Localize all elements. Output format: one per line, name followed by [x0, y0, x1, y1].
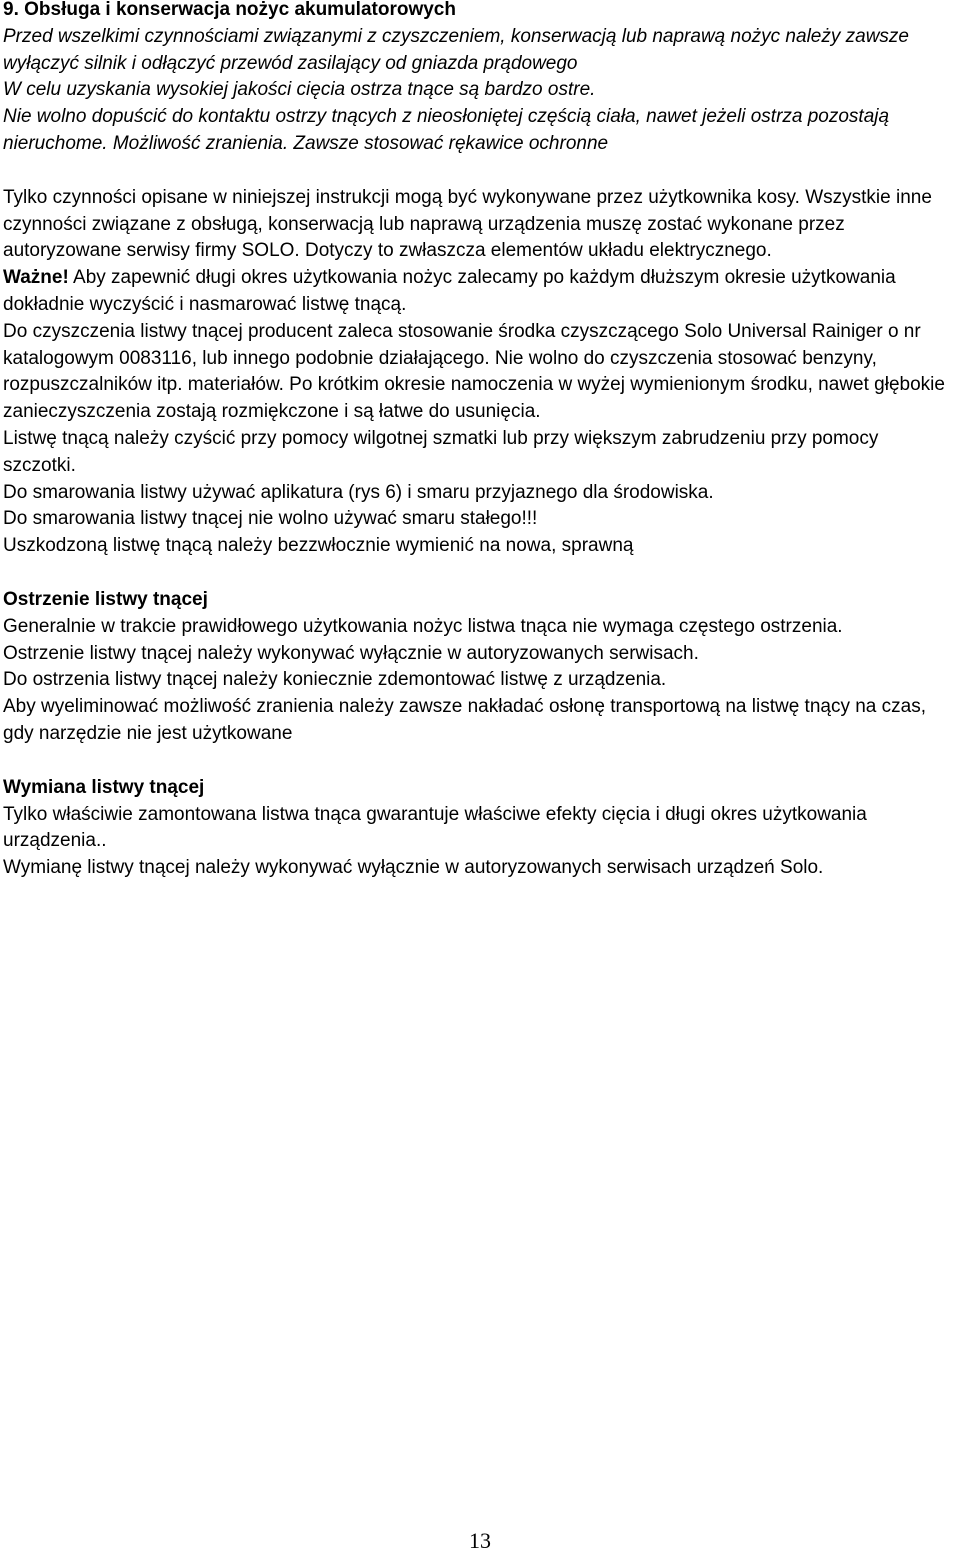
sharpening-title: Ostrzenie listwy tnącej	[3, 588, 208, 610]
sharpening-section	[3, 587, 955, 748]
warning-paragraph-contact: Nie wolno dopuścić do kontaktu ostrzy tnących z nieosłoniętej częścią ciała, nawet jeżeli ostrza pozostają nieruchome. Możliwość zranienia. Zawsze stosować rękawice ochronne	[3, 106, 890, 154]
sharpening-paragraph-3: Do ostrzenia listwy tnącej należy koniecznie zdemontować listwę z urządzenia.	[3, 669, 667, 691]
safety-warning	[3, 24, 955, 158]
replacement-paragraph-2: Wymianę listwy tnącej należy wykonywać wyłącznie w autoryzowanych serwisach urządzeń Solo.	[3, 857, 824, 879]
sharpening-paragraph-1: Generalnie w trakcie prawidłowego użytkowania nożyc listwa tnąca nie wymaga częstego ostrzenia.	[3, 615, 843, 637]
warning-paragraph-disconnect: Przed wszelkimi czynnościami związanymi z czyszczeniem, konserwacją lub naprawą nożyc należy zawsze wyłączyć silnik i odłączyć przewód zasilający od gniazda prądowego	[3, 25, 909, 74]
replacement-section	[3, 775, 955, 882]
paragraph-no-solid-grease: Do smarowania listwy tnącej nie wolno używać smaru stałego!!!	[3, 508, 538, 530]
important-text: Aby zapewnić długi okres użytkowania nożyc zalecamy po każdym dłuższym okresie użytkowania dokładnie wyczyścić i nasmarować listwę tnącą.	[3, 267, 896, 315]
spacer	[3, 158, 955, 185]
document-page	[3, 0, 955, 882]
sharpening-paragraph-2: Ostrzenie listwy tnącej należy wykonywać wyłącznie w autoryzowanych serwisach.	[3, 642, 699, 664]
warning-paragraph-sharp: W celu uzyskania wysokiej jakości cięcia ostrza tnące są bardzo ostre.	[3, 79, 596, 101]
replacement-title: Wymiana listwy tnącej	[3, 776, 205, 798]
spacer	[3, 748, 955, 775]
replacement-paragraph-1: Tylko właściwie zamontowana listwa tnąca gwarantuje właściwe efekty cięcia i długi okres użytkowania urządzenia..	[3, 803, 867, 852]
paragraph-cleaning-method: Listwę tnącą należy czyścić przy pomocy wilgotnej szmatki lub przy większym zabrudzeniu przy pomocy szczotki.	[3, 427, 879, 476]
paragraph-lubrication: Do smarowania listwy używać aplikatura (rys 6) i smaru przyjaznego dla środowiska.	[3, 481, 714, 503]
important-label: Ważne!	[3, 267, 69, 289]
sharpening-paragraph-4: Aby wyeliminować możliwość zranienia należy zawsze nakładać osłonę transportową na listwę tnący na czas, gdy narzędzie nie jest użytkowane	[3, 696, 926, 744]
page-number: 13	[469, 1528, 491, 1553]
paragraph-important	[3, 265, 955, 319]
maintenance-body	[3, 185, 955, 560]
paragraph-user-operations: Tylko czynności opisane w niniejszej instrukcji mogą być wykonywane przez użytkownika kosy. Wszystkie inne czynności związane z obsługą, konserwacją lub naprawą urządzenia muszę zostać wykonane przez autoryzowane serwisy firmy SOLO. Dotyczy to zwłaszcza elementów układu elektrycznego.	[3, 186, 932, 262]
section-heading: 9. Obsługa i konserwacja nożyc akumulatorowych	[3, 0, 456, 20]
spacer	[3, 560, 955, 587]
paragraph-replace-damaged: Uszkodzoną listwę tnącą należy bezzwłocznie wymienić na nowa, sprawną	[3, 535, 634, 557]
paragraph-cleaning-agent: Do czyszczenia listwy tnącej producent zaleca stosowanie środka czyszczącego Solo Universal Rainiger o nr katalogowym 0083116, lub innego podobnie działającego. Nie wolno do czyszczenia stosować benzyny, rozpuszczalników itp. materiałów. Po krótkim okresie namoczenia w wyżej wymienionym środku, nawet głębokie zanieczyszczenia zostają rozmiękczone i są łatwe do usunięcia.	[3, 320, 945, 423]
